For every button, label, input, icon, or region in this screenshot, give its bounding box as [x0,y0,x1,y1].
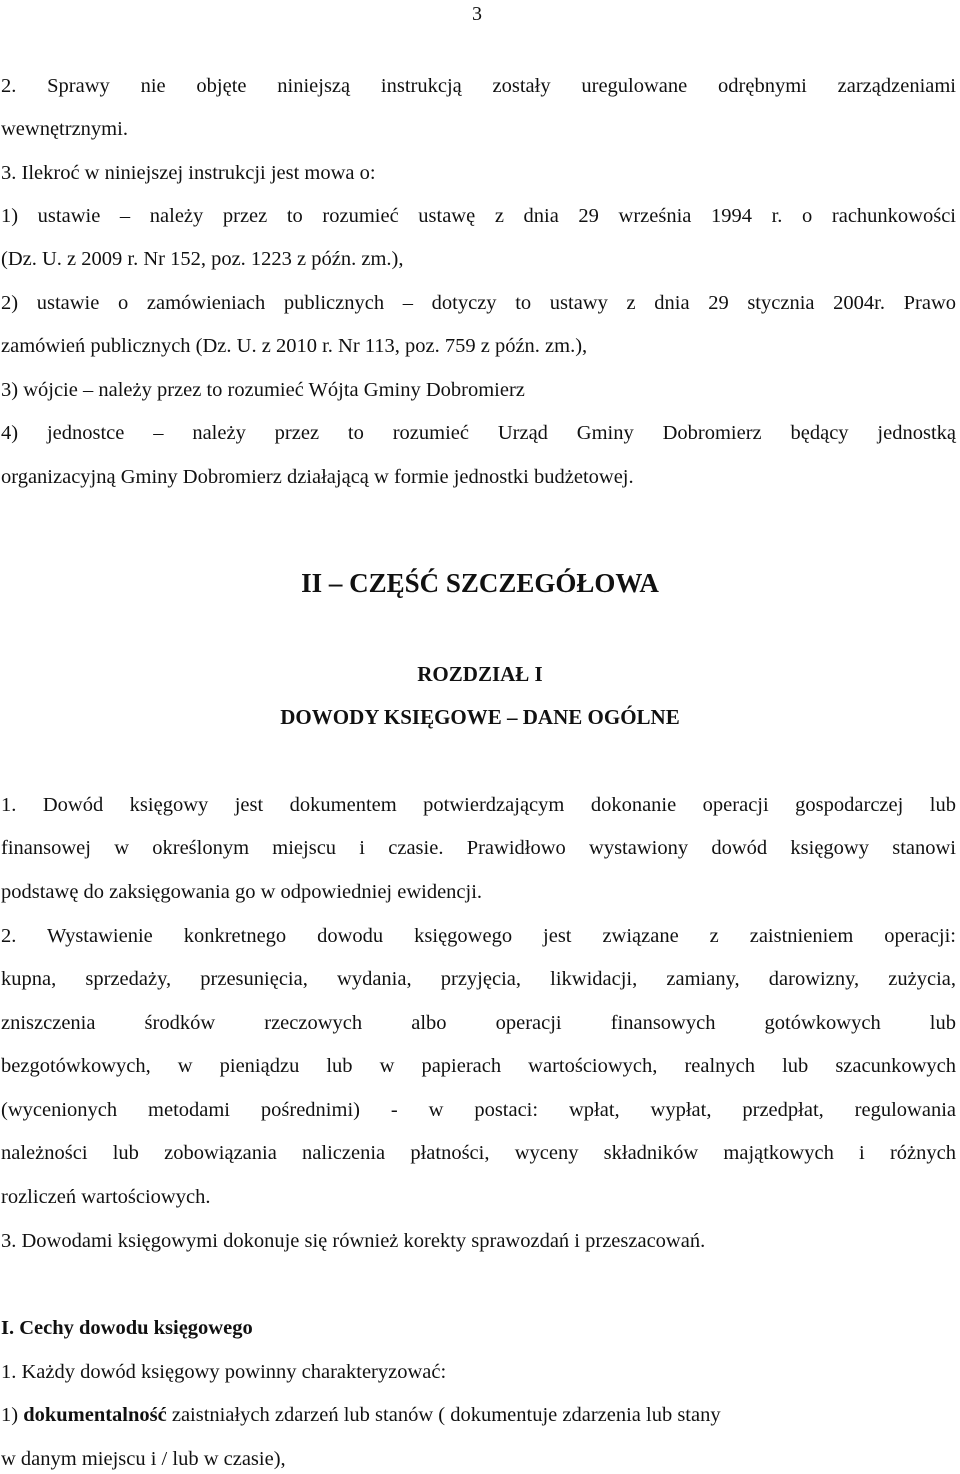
section-title: II – CZĘŚĆ SZCZEGÓŁOWA [301,568,659,598]
subheading: I. Cechy dowodu księgowego [1,1317,253,1339]
body-line-10: rozliczeń wartościowych. [1,1186,211,1208]
feature-1-line [1,1402,956,1428]
chapter-number: ROZDZIAŁ I [417,662,543,686]
body-line-11: 3. Dowodami księgowymi dokonuje się również korekty sprawozdań i przeszacowań. [1,1230,706,1252]
intro-line-2: wewnętrznymi. [1,118,128,140]
page-number: 3 [472,3,482,25]
body-line-5: kupna, sprzedaży, przesunięcia, wydania, przyjęcia, likwidacji, zamiany, darowizny, zużycia, [1,968,956,990]
intro-line-8: 3) wójcie – należy przez to rozumieć Wójta Gminy Dobromierz [1,379,525,401]
body-line-7: bezgotówkowych, w pieniądzu lub w papierach wartościowych, realnych lub szacunkowych [1,1055,956,1077]
intro-line-5: (Dz. U. z 2009 r. Nr 152, poz. 1223 z późn. zm.), [1,248,404,270]
intro-line-7: zamówień publicznych (Dz. U. z 2010 r. Nr 113, poz. 759 z późn. zm.), [1,335,588,357]
body-line-6: zniszczenia środków rzeczowych albo operacji finansowych gotówkowych lub [1,1012,956,1034]
chapter-title: DOWODY KSIĘGOWE – DANE OGÓLNE [280,705,680,729]
feature-1-prefix: 1) [1,1404,24,1426]
intro-line-10: organizacyjną Gminy Dobromierz działającą w formie jednostki budżetowej. [1,466,634,488]
feature-1-rest: zaistniałych zdarzeń lub stanów ( dokumentuje zdarzenia lub stany [166,1404,721,1426]
body-line-3: podstawę do zaksięgowania go w odpowiedniej ewidencji. [1,881,483,903]
body-line-9: należności lub zobowiązania naliczenia płatności, wyceny składników majątkowych i różnych [1,1142,956,1164]
feature-1-continuation: w danym miejscu i / lub w czasie), [1,1448,286,1470]
body-line-4: 2. Wystawienie konkretnego dowodu księgowego jest związane z zaistnieniem operacji: [1,925,956,947]
feature-1-term: dokumentalność [23,1404,167,1426]
intro-line-4: 1) ustawie – należy przez to rozumieć ustawę z dnia 29 września 1994 r. o rachunkowości [1,205,956,227]
body-line-1: 1. Dowód księgowy jest dokumentem potwierdzającym dokonanie operacji gospodarczej lub [1,794,956,816]
intro-line-3: 3. Ilekroć w niniejszej instrukcji jest mowa o: [1,162,376,184]
body-line-2: finansowej w określonym miejscu i czasie. Prawidłowo wystawiony dowód księgowy stanowi [1,837,956,859]
intro-line-1: 2. Sprawy nie objęte niniejszą instrukcją zostały uregulowane odrębnymi zarządzeniami [1,75,956,97]
features-intro: 1. Każdy dowód księgowy powinny charakteryzować: [1,1361,447,1383]
intro-line-6: 2) ustawie o zamówieniach publicznych – dotyczy to ustawy z dnia 29 stycznia 2004r. Prawo [1,292,956,314]
body-line-8: (wycenionych metodami pośrednimi) - w postaci: wpłat, wypłat, przedpłat, regulowania [1,1099,956,1121]
intro-line-9: 4) jednostce – należy przez to rozumieć Urząd Gminy Dobromierz będący jednostką [1,422,956,444]
